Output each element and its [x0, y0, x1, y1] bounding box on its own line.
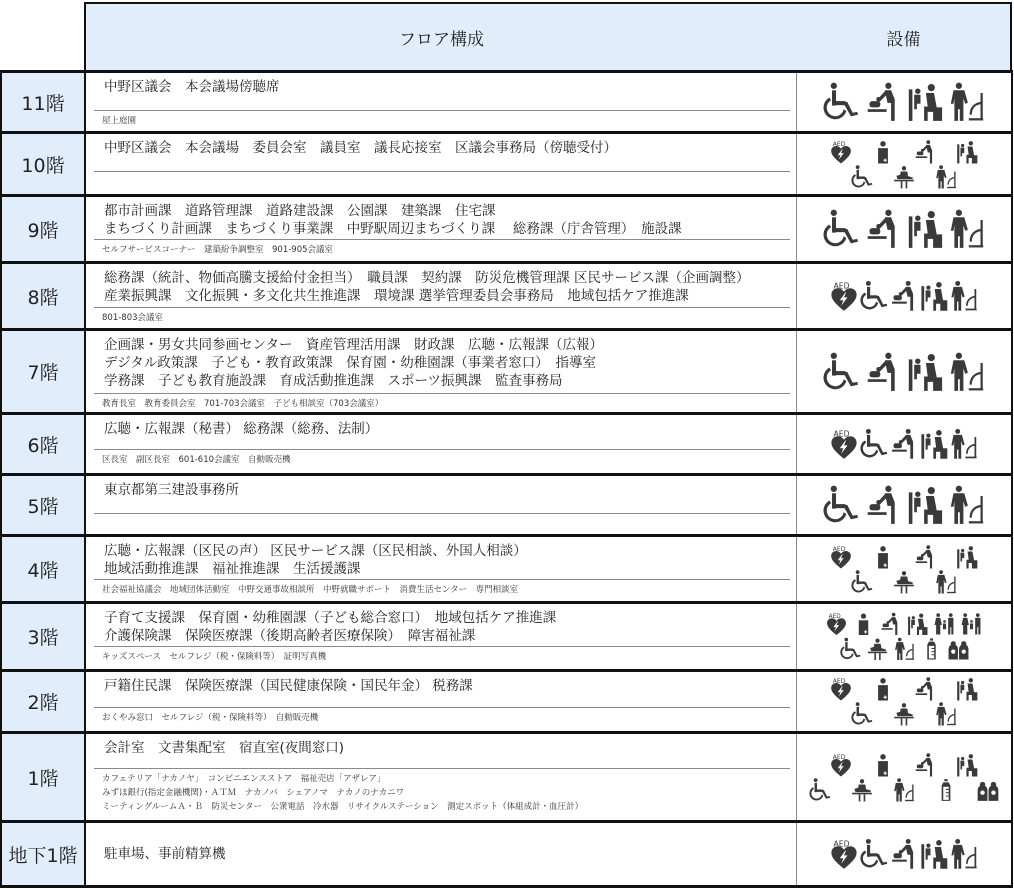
floor-label: 11階	[0, 73, 86, 131]
aed-icon	[830, 140, 852, 164]
facilities-list	[102, 650, 790, 664]
floor-label: 3階	[0, 604, 86, 669]
facility-line: 社会福祉協議会 地域団体活動室 中野交通事故相談所 中野就職サポート 消費生活センター 専門相談室	[102, 585, 519, 595]
facility-line: おくやみ窓口 セルフレジ（税・保険料等） 自動販売機	[102, 713, 319, 723]
child-seat-icon	[907, 351, 943, 393]
wheelchair-icon	[860, 837, 888, 871]
wheelchair-icon	[851, 165, 873, 189]
column-header-floor: フロア構成	[84, 2, 798, 70]
diaper-changing-icon	[890, 427, 918, 461]
floor-label: 7階	[0, 331, 86, 412]
aed-icon	[830, 279, 858, 313]
facilities-list	[102, 583, 790, 597]
floor-label: 8階	[0, 264, 86, 328]
first-aid-icon	[872, 753, 894, 777]
wheelchair-icon	[809, 778, 831, 802]
department-line: 広聴・広報課（区民の声） 区民サービス課（区民相談、外国人相談）	[104, 543, 527, 559]
divider	[94, 171, 790, 172]
child-seat-icon	[956, 753, 978, 777]
child-seat-icon	[956, 545, 978, 569]
department-line: 中野区議会 本会議場傍聴席	[104, 79, 280, 95]
floor-content	[86, 415, 797, 473]
equipment-icons	[797, 264, 1013, 328]
child-seat-icon	[920, 279, 948, 313]
floor-label: 4階	[0, 537, 86, 601]
equipment-icons	[797, 734, 1013, 820]
ostomate-icon	[935, 702, 957, 726]
child-seat-icon	[907, 81, 943, 123]
wheelchair-icon	[823, 208, 859, 250]
diaper-changing-icon	[865, 484, 901, 526]
facility-line: キッズスペース セルフレジ（税・保険料等） 証明写真機	[102, 652, 327, 662]
floor-label: 5階	[0, 476, 86, 534]
icon-row	[841, 570, 967, 594]
baby-bottle-icon	[921, 637, 942, 661]
aed-icon	[830, 545, 852, 569]
aed-icon	[830, 837, 858, 871]
floor-content	[86, 264, 797, 328]
equipment-icons	[797, 823, 1013, 885]
wheelchair-icon	[860, 279, 888, 313]
departments-list	[104, 269, 788, 305]
ostomate-icon	[949, 81, 985, 123]
equipment-icons	[797, 604, 1013, 669]
icon-row	[829, 837, 979, 871]
floor-row	[0, 601, 1013, 669]
child-seat-icon	[956, 140, 978, 164]
departments-list	[104, 677, 788, 695]
divider	[94, 513, 790, 514]
child-seat-icon	[920, 837, 948, 871]
column-header-equipment: 設備	[797, 2, 1012, 70]
facility-line: セルフサービスコーナー 建築紛争調整室 901-905会議室	[102, 245, 334, 255]
departments-list	[104, 78, 788, 96]
facility-line: カフェテリア「ナカノヤ」 コンビニエンスストア 福祉売店「アザレア」	[102, 774, 386, 784]
floor-row	[0, 731, 1013, 820]
departments-list	[104, 420, 788, 438]
department-line: 中野区議会 本会議場 委員会室 議員室 議長応接室 区議会事務局（傍聴受付）	[104, 140, 617, 156]
nursing-room-icon	[948, 637, 969, 661]
floor-label: 9階	[0, 197, 86, 261]
aed-icon	[830, 677, 852, 701]
child-seat-icon	[907, 612, 928, 636]
equipment-icons	[797, 537, 1013, 601]
floor-content	[86, 604, 797, 669]
icon-row	[841, 702, 967, 726]
floor-content	[86, 672, 797, 731]
floor-content	[86, 331, 797, 412]
floor-label: 6階	[0, 415, 86, 473]
floor-row	[0, 131, 1013, 194]
floor-content	[86, 734, 797, 820]
icon-row	[820, 677, 988, 701]
icon-row	[841, 165, 967, 189]
icon-row	[837, 637, 972, 661]
aed-icon	[830, 753, 852, 777]
ostomate-icon	[950, 279, 978, 313]
ostomate-icon	[949, 484, 985, 526]
departments-list	[104, 739, 788, 757]
divider	[94, 646, 790, 647]
divider	[94, 110, 790, 111]
floor-content	[86, 476, 797, 534]
divider	[94, 768, 790, 769]
icon-row	[799, 778, 1009, 802]
floor-content	[86, 823, 797, 885]
department-line: 東京都第三建設事務所	[104, 482, 239, 498]
wheelchair-icon	[823, 484, 859, 526]
floor-content	[86, 73, 797, 131]
diaper-changing-icon	[890, 279, 918, 313]
ostomate-icon	[949, 208, 985, 250]
equipment-icons	[797, 476, 1013, 534]
equipment-icons	[797, 73, 1013, 131]
first-aid-icon	[872, 677, 894, 701]
wheelchair-icon	[851, 570, 873, 594]
divider	[94, 449, 790, 450]
floor-label: 1階	[0, 734, 86, 820]
diaper-changing-icon	[865, 81, 901, 123]
department-line: 企画課・男女共同参画センター 資産管理活用課 財政課 広聴・広報課（広報）	[104, 337, 603, 353]
facility-line: みずほ銀行(指定金融機関)・ＡＴＭ ナカノバ シェアノマ ナカノのナカニワ	[102, 788, 405, 798]
equipment-icons	[797, 672, 1013, 731]
facility-line: ミーティングルームＡ・Ｂ 防災センター 公衆電話 冷水器 リサイクルステーション 測定スポット（体組成計・血圧計）	[102, 802, 584, 812]
adult-changing-bed-icon	[851, 778, 873, 802]
diaper-changing-icon	[890, 837, 918, 871]
department-line: 産業振興課 文化振興・多文化共生推進課 環境課 選挙管理委員会事務局 地域包括ケア推進課	[104, 288, 689, 304]
departments-list	[104, 845, 788, 863]
floor-row	[0, 194, 1013, 261]
family-icon	[961, 612, 982, 636]
floor-label: 地下1階	[0, 823, 86, 885]
child-seat-icon	[907, 208, 943, 250]
facility-line: 屋上庭園	[102, 116, 137, 126]
department-line: 広聴・広報課（秘書） 総務課（総務、法制）	[104, 421, 379, 437]
department-line: まちづくり計画課 まちづくり事業課 中野駅周辺まちづくり課 総務課（庁舎管理） 施設課	[104, 221, 682, 237]
departments-list	[104, 336, 788, 390]
icon-row	[829, 279, 979, 313]
aed-icon	[830, 427, 858, 461]
departments-list	[104, 542, 788, 578]
divider	[94, 707, 790, 708]
facilities-list	[102, 397, 790, 411]
floor-row	[0, 820, 1013, 888]
first-aid-icon	[853, 612, 874, 636]
ostomate-icon	[950, 427, 978, 461]
facilities-list	[102, 243, 790, 257]
departments-list	[104, 609, 788, 645]
facility-line: 区長室 副区長室 601-610会議室 自動販売機	[102, 455, 291, 465]
child-seat-icon	[907, 484, 943, 526]
diaper-changing-icon	[865, 208, 901, 250]
diaper-changing-icon	[914, 753, 936, 777]
wheelchair-icon	[860, 427, 888, 461]
department-line: 総務課（統計、物価高騰支援給付金担当） 職員課 契約課 防災危機管理課 区民サービス課（企画調整）	[104, 270, 750, 286]
icon-row	[820, 484, 988, 526]
adult-changing-bed-icon	[893, 570, 915, 594]
icon-row	[820, 753, 988, 777]
table-corner	[0, 0, 85, 70]
floor-row	[0, 261, 1013, 328]
facilities-list	[102, 114, 790, 128]
aed-icon	[826, 612, 847, 636]
equipment-icons	[797, 197, 1013, 261]
wheelchair-icon	[823, 351, 859, 393]
icon-row	[820, 351, 988, 393]
divider	[94, 579, 790, 580]
departments-list	[104, 139, 788, 157]
family-icon	[934, 612, 955, 636]
department-line: 学務課 子ども教育施設課 育成活動推進課 スポーツ振興課 監査事務局	[104, 373, 563, 389]
department-line: 都市計画課 道路管理課 道路建設課 公園課 建築課 住宅課	[104, 203, 496, 219]
floor-content	[86, 197, 797, 261]
ostomate-icon	[935, 570, 957, 594]
ostomate-icon	[893, 778, 915, 802]
first-aid-icon	[872, 545, 894, 569]
divider	[94, 393, 790, 394]
floor-row	[0, 328, 1013, 412]
ostomate-icon	[935, 165, 957, 189]
floor-content	[86, 537, 797, 601]
icon-row	[820, 545, 988, 569]
equipment-icons	[797, 331, 1013, 412]
department-line: 子育て支援課 保育園・幼稚園課（子ども総合窓口） 地域包括ケア推進課	[104, 610, 557, 626]
diaper-changing-icon	[914, 545, 936, 569]
floor-label: 2階	[0, 672, 86, 731]
nursing-room-icon	[977, 778, 999, 802]
facilities-list	[102, 711, 790, 725]
department-line: 戸籍住民課 保険医療課（国民健康保険・国民年金） 税務課	[104, 678, 473, 694]
floor-row	[0, 669, 1013, 731]
child-seat-icon	[920, 427, 948, 461]
equipment-icons	[797, 134, 1013, 194]
diaper-changing-icon	[914, 677, 936, 701]
baby-bottle-icon	[935, 778, 957, 802]
icon-row	[820, 140, 988, 164]
child-seat-icon	[956, 677, 978, 701]
wheelchair-icon	[851, 702, 873, 726]
wheelchair-icon	[840, 637, 861, 661]
adult-changing-bed-icon	[893, 702, 915, 726]
ostomate-icon	[949, 351, 985, 393]
facilities-list	[102, 772, 790, 814]
divider	[94, 307, 790, 308]
floor-content	[86, 134, 797, 194]
department-line: 会計室 文書集配室 宿直室(夜間窓口)	[104, 740, 345, 756]
department-line: 介護保険課 保険医療課（後期高齢者医療保険） 障害福祉課	[104, 628, 476, 644]
department-line: 駐車場、事前精算機	[104, 846, 226, 862]
ostomate-icon	[950, 837, 978, 871]
icon-row	[829, 427, 979, 461]
diaper-changing-icon	[914, 140, 936, 164]
adult-changing-bed-icon	[867, 637, 888, 661]
facility-line: 801-803会議室	[102, 313, 164, 323]
floor-row	[0, 473, 1013, 534]
icon-row	[820, 81, 988, 123]
ostomate-icon	[894, 637, 915, 661]
icon-row	[820, 208, 988, 250]
wheelchair-icon	[823, 81, 859, 123]
departments-list	[104, 481, 788, 499]
floor-row	[0, 70, 1013, 131]
diaper-changing-icon	[865, 351, 901, 393]
floor-row	[0, 412, 1013, 473]
floor-label: 10階	[0, 134, 86, 194]
divider	[94, 239, 790, 240]
icon-row	[823, 612, 985, 636]
diaper-changing-icon	[880, 612, 901, 636]
first-aid-icon	[872, 140, 894, 164]
departments-list	[104, 202, 788, 238]
facilities-list	[102, 311, 790, 325]
equipment-icons	[797, 415, 1013, 473]
department-line: デジタル政策課 子ども・教育政策課 保育園・幼稚園課（事業者窓口） 指導室	[104, 355, 596, 371]
facilities-list	[102, 453, 790, 467]
department-line: 地域活動推進課 福祉推進課 生活援護課	[104, 561, 361, 577]
floor-row	[0, 534, 1013, 601]
adult-changing-bed-icon	[893, 165, 915, 189]
facility-line: 教育長室 教育委員会室 701-703会議室 子ども相談室（703会議室）	[102, 399, 384, 409]
